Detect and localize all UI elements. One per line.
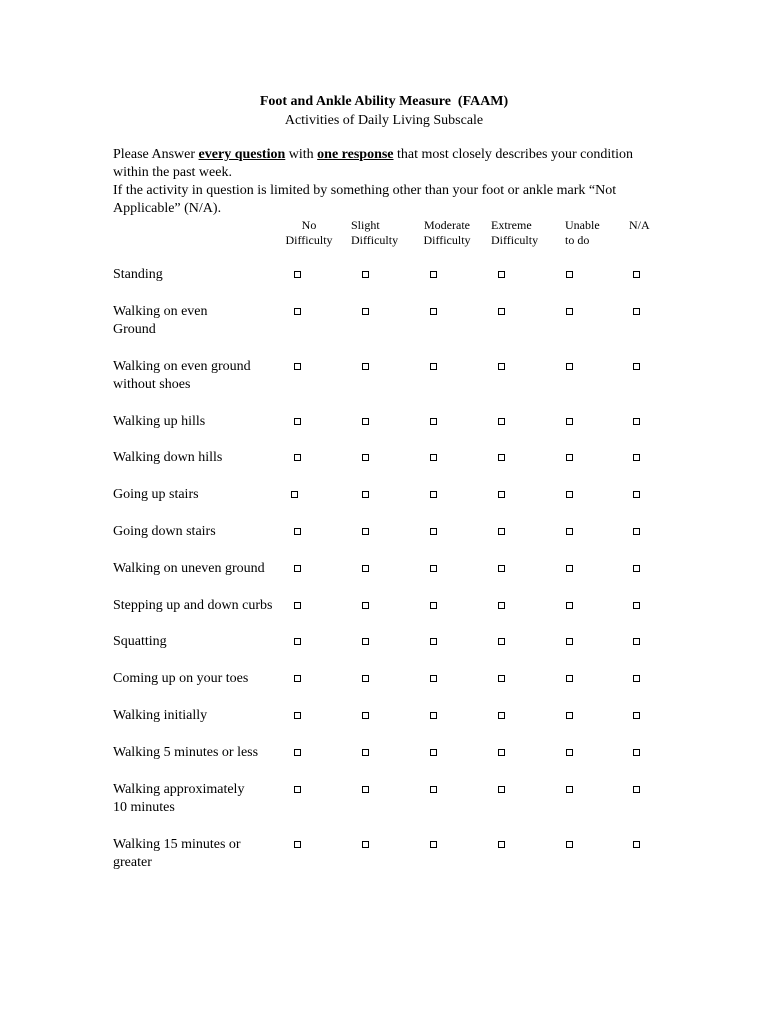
response-checkbox[interactable] (566, 841, 573, 848)
response-checkbox[interactable] (633, 565, 640, 572)
response-checkbox[interactable] (566, 363, 573, 370)
response-checkbox[interactable] (498, 675, 505, 682)
response-checkbox[interactable] (430, 638, 437, 645)
response-checkbox[interactable] (633, 363, 640, 370)
response-checkbox[interactable] (566, 308, 573, 315)
response-checkbox[interactable] (362, 749, 369, 756)
response-checkbox[interactable] (362, 271, 369, 278)
instructions-line-1 (113, 146, 658, 182)
response-checkbox[interactable] (566, 675, 573, 682)
response-checkbox[interactable] (362, 565, 369, 572)
response-checkbox[interactable] (294, 528, 301, 535)
activity-label: Walking up hills (113, 414, 206, 429)
response-checkbox[interactable] (633, 418, 640, 425)
response-checkbox[interactable] (362, 454, 369, 461)
response-checkbox[interactable] (498, 308, 505, 315)
activity-label: Walking 15 minutes or greater (113, 837, 241, 870)
response-checkbox[interactable] (362, 712, 369, 719)
response-checkbox[interactable] (566, 418, 573, 425)
response-checkbox[interactable] (498, 712, 505, 719)
activity-label: Walking down hills (113, 450, 223, 465)
response-checkbox[interactable] (498, 841, 505, 848)
activity-label: Squatting (113, 634, 167, 649)
activity-label: Standing (113, 267, 163, 282)
response-checkbox[interactable] (566, 638, 573, 645)
column-header-3: Extreme Difficulty (491, 218, 539, 247)
response-checkbox[interactable] (498, 786, 505, 793)
column-header-1: Slight Difficulty (351, 218, 399, 247)
response-checkbox[interactable] (430, 786, 437, 793)
response-checkbox[interactable] (633, 712, 640, 719)
column-header-0: No Difficulty (285, 218, 333, 247)
response-checkbox[interactable] (633, 308, 640, 315)
response-checkbox[interactable] (633, 841, 640, 848)
instructions-text-a: Please Answer (113, 147, 199, 162)
response-checkbox[interactable] (566, 528, 573, 535)
activity-label: Going down stairs (113, 524, 216, 539)
response-checkbox[interactable] (498, 565, 505, 572)
instructions-line-2: If the activity in question is limited by something other than your foot or ankle mark “Not Applicable” (N/A). (113, 183, 617, 216)
response-checkbox[interactable] (294, 363, 301, 370)
response-checkbox[interactable] (430, 602, 437, 609)
response-checkbox[interactable] (362, 638, 369, 645)
response-checkbox[interactable] (430, 749, 437, 756)
response-checkbox[interactable] (633, 675, 640, 682)
response-checkbox[interactable] (294, 308, 301, 315)
instructions-text-c: that most closely describes your condition within the past week. (113, 147, 634, 180)
response-checkbox[interactable] (294, 565, 301, 572)
response-checkbox[interactable] (430, 712, 437, 719)
activity-label: Walking on even ground without shoes (113, 359, 251, 392)
activity-label: Walking on uneven ground (113, 561, 265, 576)
form-subtitle: Activities of Daily Living Subscale (284, 113, 484, 128)
response-checkbox[interactable] (633, 602, 640, 609)
response-checkbox[interactable] (430, 491, 437, 498)
column-header-5: N/A (629, 218, 650, 232)
response-checkbox[interactable] (633, 528, 640, 535)
response-checkbox[interactable] (430, 565, 437, 572)
response-checkbox[interactable] (498, 602, 505, 609)
response-checkbox[interactable] (294, 418, 301, 425)
response-checkbox[interactable] (362, 528, 369, 535)
response-checkbox[interactable] (362, 491, 369, 498)
response-checkbox[interactable] (498, 638, 505, 645)
response-checkbox[interactable] (566, 786, 573, 793)
response-checkbox[interactable] (633, 454, 640, 461)
response-checkbox[interactable] (362, 363, 369, 370)
response-checkbox[interactable] (566, 749, 573, 756)
response-checkbox[interactable] (362, 841, 369, 848)
response-checkbox[interactable] (430, 528, 437, 535)
response-checkbox[interactable] (633, 749, 640, 756)
response-checkbox[interactable] (294, 841, 301, 848)
activity-label: Walking 5 minutes or less (113, 745, 259, 760)
response-checkbox[interactable] (566, 712, 573, 719)
response-checkbox[interactable] (430, 363, 437, 370)
activity-label: Coming up on your toes (113, 671, 249, 686)
response-checkbox[interactable] (430, 308, 437, 315)
response-checkbox[interactable] (566, 454, 573, 461)
column-header-4: Unable to do (565, 218, 600, 247)
response-checkbox[interactable] (498, 491, 505, 498)
activity-label: Stepping up and down curbs (113, 598, 273, 613)
response-checkbox[interactable] (362, 675, 369, 682)
response-checkbox[interactable] (498, 528, 505, 535)
response-checkbox[interactable] (498, 418, 505, 425)
response-checkbox[interactable] (566, 565, 573, 572)
response-checkbox[interactable] (633, 271, 640, 278)
response-checkbox[interactable] (498, 454, 505, 461)
column-header-2: Moderate Difficulty (423, 218, 471, 247)
response-checkbox[interactable] (498, 749, 505, 756)
instructions (113, 146, 658, 218)
response-checkbox[interactable] (633, 491, 640, 498)
response-checkbox[interactable] (430, 454, 437, 461)
response-checkbox[interactable] (294, 638, 301, 645)
response-checkbox[interactable] (566, 271, 573, 278)
response-checkbox[interactable] (430, 418, 437, 425)
response-checkbox[interactable] (362, 308, 369, 315)
response-checkbox[interactable] (291, 491, 298, 498)
activity-label: Walking on even Ground (113, 304, 208, 337)
response-checkbox[interactable] (633, 786, 640, 793)
activity-label: Walking initially (113, 708, 208, 723)
form-title: Foot and Ankle Ability Measure (FAAM) (259, 94, 509, 109)
response-checkbox[interactable] (633, 638, 640, 645)
response-checkbox[interactable] (294, 602, 301, 609)
activity-label: Going up stairs (113, 487, 199, 502)
response-checkbox[interactable] (294, 749, 301, 756)
response-checkbox[interactable] (430, 675, 437, 682)
response-checkbox[interactable] (566, 602, 573, 609)
response-checkbox[interactable] (430, 841, 437, 848)
activity-label: Walking approximately 10 minutes (113, 782, 245, 815)
response-checkbox[interactable] (430, 271, 437, 278)
instructions-text-b: with (285, 147, 318, 162)
response-checkbox[interactable] (294, 786, 301, 793)
response-checkbox[interactable] (362, 418, 369, 425)
response-checkbox[interactable] (362, 602, 369, 609)
response-checkbox[interactable] (498, 363, 505, 370)
response-checkbox[interactable] (498, 271, 505, 278)
response-checkbox[interactable] (294, 712, 301, 719)
response-checkbox[interactable] (362, 786, 369, 793)
response-checkbox[interactable] (294, 454, 301, 461)
response-checkbox[interactable] (294, 675, 301, 682)
every-question-emphasis: every question (198, 147, 286, 162)
one-response-emphasis: one response (317, 147, 394, 162)
response-checkbox[interactable] (566, 491, 573, 498)
response-checkbox[interactable] (294, 271, 301, 278)
